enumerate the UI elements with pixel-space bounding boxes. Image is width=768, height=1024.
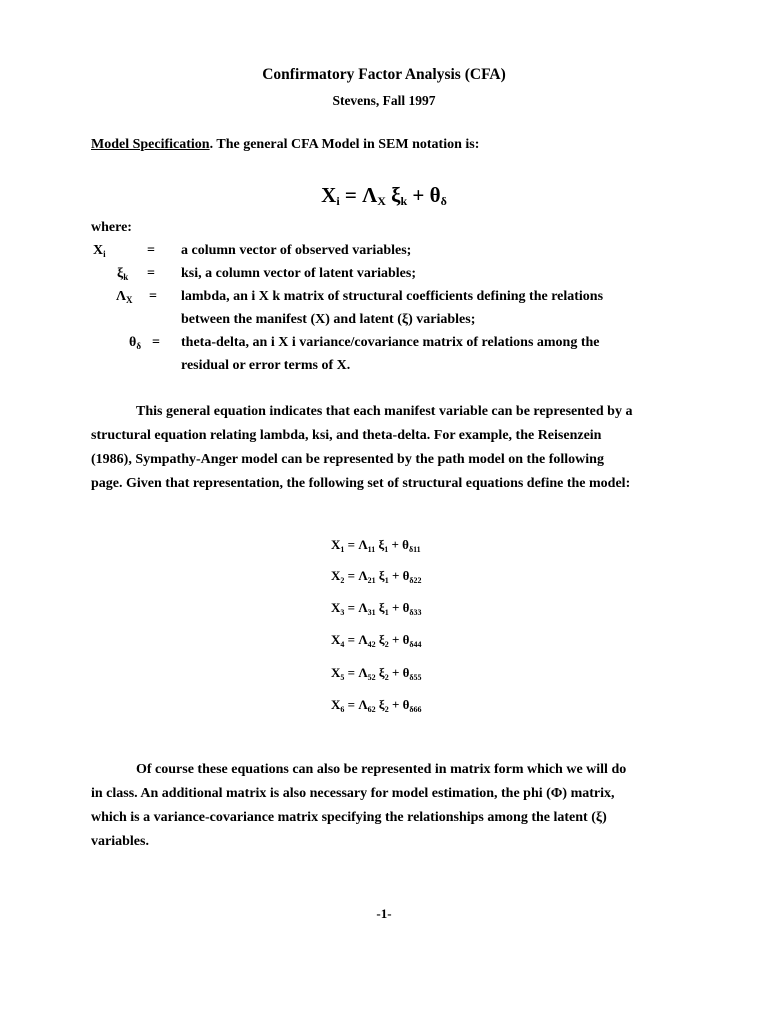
structural-equation: $X_4 = \Lambda_{42}$ $\xi_2 + \theta_{\delta 44}$ [331,632,422,649]
paragraph-line: which is a variance-covariance matrix specifying the relationships among the latent (ξ) [91,810,607,825]
definition-text: theta-delta, an i X i variance/covariance matrix of relations among the [181,335,600,350]
definition-text: between the manifest (X) and latent (ξ) variables; [181,312,476,327]
model-spec-line [91,137,479,153]
document-author: Stevens, Fall 1997 [332,93,436,108]
model-spec-text: . The general CFA Model in SEM notation is: [209,137,480,152]
paragraph-line: Of course these equations can also be represented in matrix form which we will do [136,762,627,777]
definition-equals: = [147,243,155,258]
paragraph-line: (1986), Sympathy-Anger model can be represented by the path model on the following [91,452,604,467]
structural-equation: $X_1 = \Lambda_{11}$ $\xi_1 + \theta_{\delta 11}$ [331,537,421,554]
definition-symbol: $X_i$ [93,243,106,259]
definition-symbol: $\xi_k$ [117,266,129,282]
structural-equation: $X_6 = \Lambda_{62}$ $\xi_2 + \theta_{\delta 66}$ [331,697,422,714]
structural-equation: $X_2 = \Lambda_{21}$ $\xi_1 + \theta_{\delta 22}$ [331,568,422,585]
where-label: where: [91,220,132,235]
document-title: Confirmatory Factor Analysis (CFA) [262,66,506,83]
definition-equals: = [152,335,160,350]
general-cfa-equation: $X_i = \Lambda_X$ $\xi_k + \theta_\delta$ [321,183,447,208]
definition-symbol: $\Lambda_X$ [116,289,133,305]
definition-text: residual or error terms of X. [181,358,351,373]
definition-text: lambda, an i X k matrix of structural coefficients defining the relations [181,289,604,304]
model-spec-heading: Model Specification [91,137,210,152]
definition-text: a column vector of observed variables; [181,243,412,258]
definition-symbol: $\theta_\delta$ [129,335,141,351]
paragraph-line: in class. An additional matrix is also necessary for model estimation, the phi (Φ) matrix, [91,786,615,801]
structural-equation: $X_3 = \Lambda_{31}$ $\xi_1 + \theta_{\delta 33}$ [331,600,422,617]
paragraph-line: variables. [91,834,149,849]
structural-equation: $X_5 = \Lambda_{52}$ $\xi_2 + \theta_{\delta 55}$ [331,665,422,682]
paragraph-line: structural equation relating lambda, ksi, and theta-delta. For example, the Reisenzein [91,428,602,443]
definition-text: ksi, a column vector of latent variables; [181,266,416,281]
definition-equals: = [147,266,155,281]
paragraph-line: This general equation indicates that each manifest variable can be represented by a [136,404,633,419]
page-number: -1- [376,906,392,921]
definition-equals: = [149,289,157,304]
paragraph-line: page. Given that representation, the following set of structural equations define the model: [91,476,631,491]
